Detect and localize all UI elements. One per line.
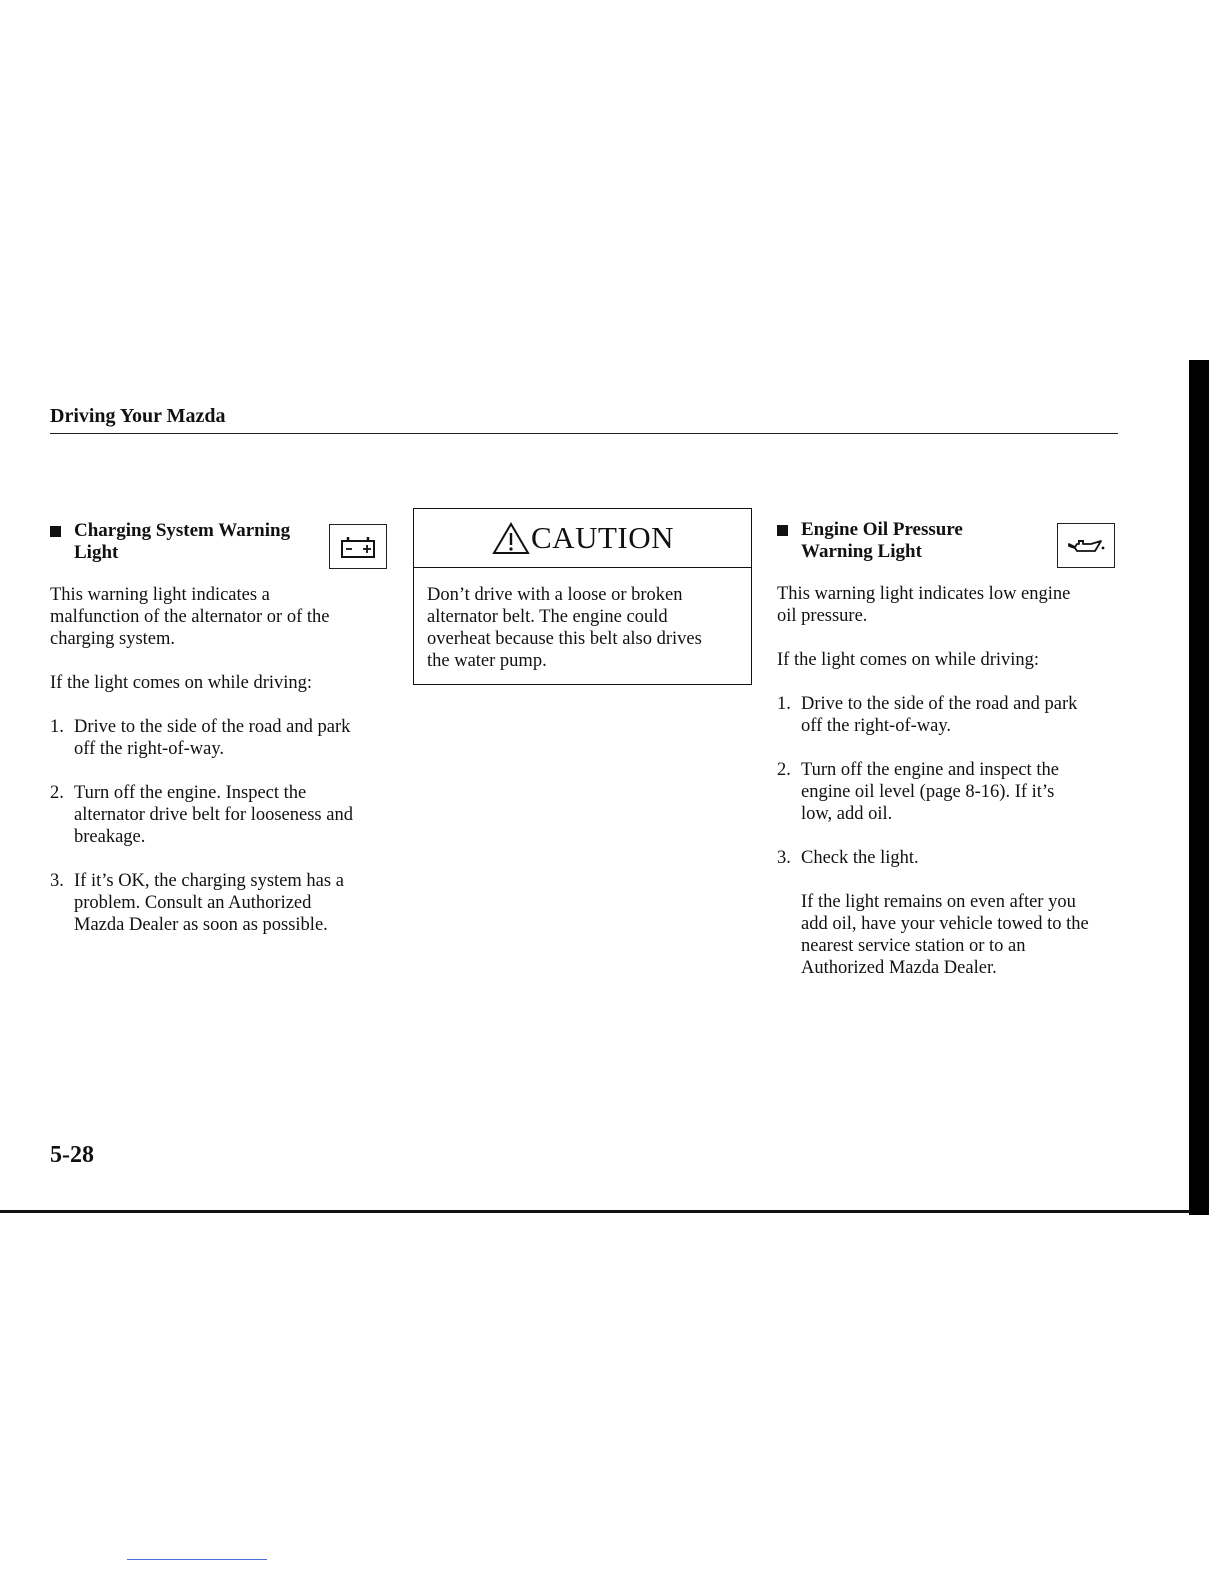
footer-rule (0, 1210, 1190, 1213)
side-thumb-tab (1189, 360, 1209, 1215)
caution-box (413, 508, 752, 685)
heading-line-2: Light (74, 542, 119, 563)
list-item: 2. Turn off the engine and inspect the engine oil level (page 8-16). If it’s low, add oil. (777, 760, 1059, 824)
battery-icon (329, 524, 387, 569)
heading-line-1: Charging System Warning (74, 520, 291, 541)
warning-triangle-icon (491, 521, 531, 555)
left-column (50, 520, 390, 936)
list-item: 2. Turn off the engine. Inspect the alternator drive belt for looseness and breakage. (50, 783, 353, 847)
caution-header (414, 509, 751, 568)
bullet-square (50, 526, 61, 537)
condition-text: If the light comes on while driving: (777, 650, 1040, 670)
heading-line-1: Engine Oil Pressure (801, 519, 963, 540)
oil-can-icon (1057, 523, 1115, 568)
list-item: 3. Check the light. (777, 848, 919, 868)
intro-paragraph: This warning light indicates a malfunction of the alternator or of the charging system. (50, 585, 330, 649)
footer-link-underline (127, 1559, 267, 1560)
list-item: 1. Drive to the side of the road and park off the right-of-way. (777, 694, 1078, 736)
followup-paragraph: If the light remains on even after you add oil, have your vehicle towed to the nearest service station or to an Authorized Mazda Dealer. (801, 892, 1089, 978)
page-number: 5-28 (50, 1142, 94, 1168)
intro-paragraph: This warning light indicates low engine oil pressure. (777, 584, 1071, 626)
caution-title: CAUTION (531, 520, 674, 555)
list-item: 1. Drive to the side of the road and park off the right-of-way. (50, 717, 351, 759)
right-column (777, 519, 1122, 979)
section-title: Driving Your Mazda (50, 405, 226, 427)
condition-text: If the light comes on while driving: (50, 673, 313, 693)
caution-text: Don’t drive with a loose or broken alternator belt. The engine could overheat because this belt also drives the water pump. (427, 585, 702, 671)
header-rule (50, 433, 1118, 434)
list-item: 3. If it’s OK, the charging system has a problem. Consult an Authorized Mazda Dealer as soon as possible. (50, 871, 344, 935)
heading-line-2: Warning Light (801, 541, 922, 562)
bullet-square (777, 525, 788, 536)
